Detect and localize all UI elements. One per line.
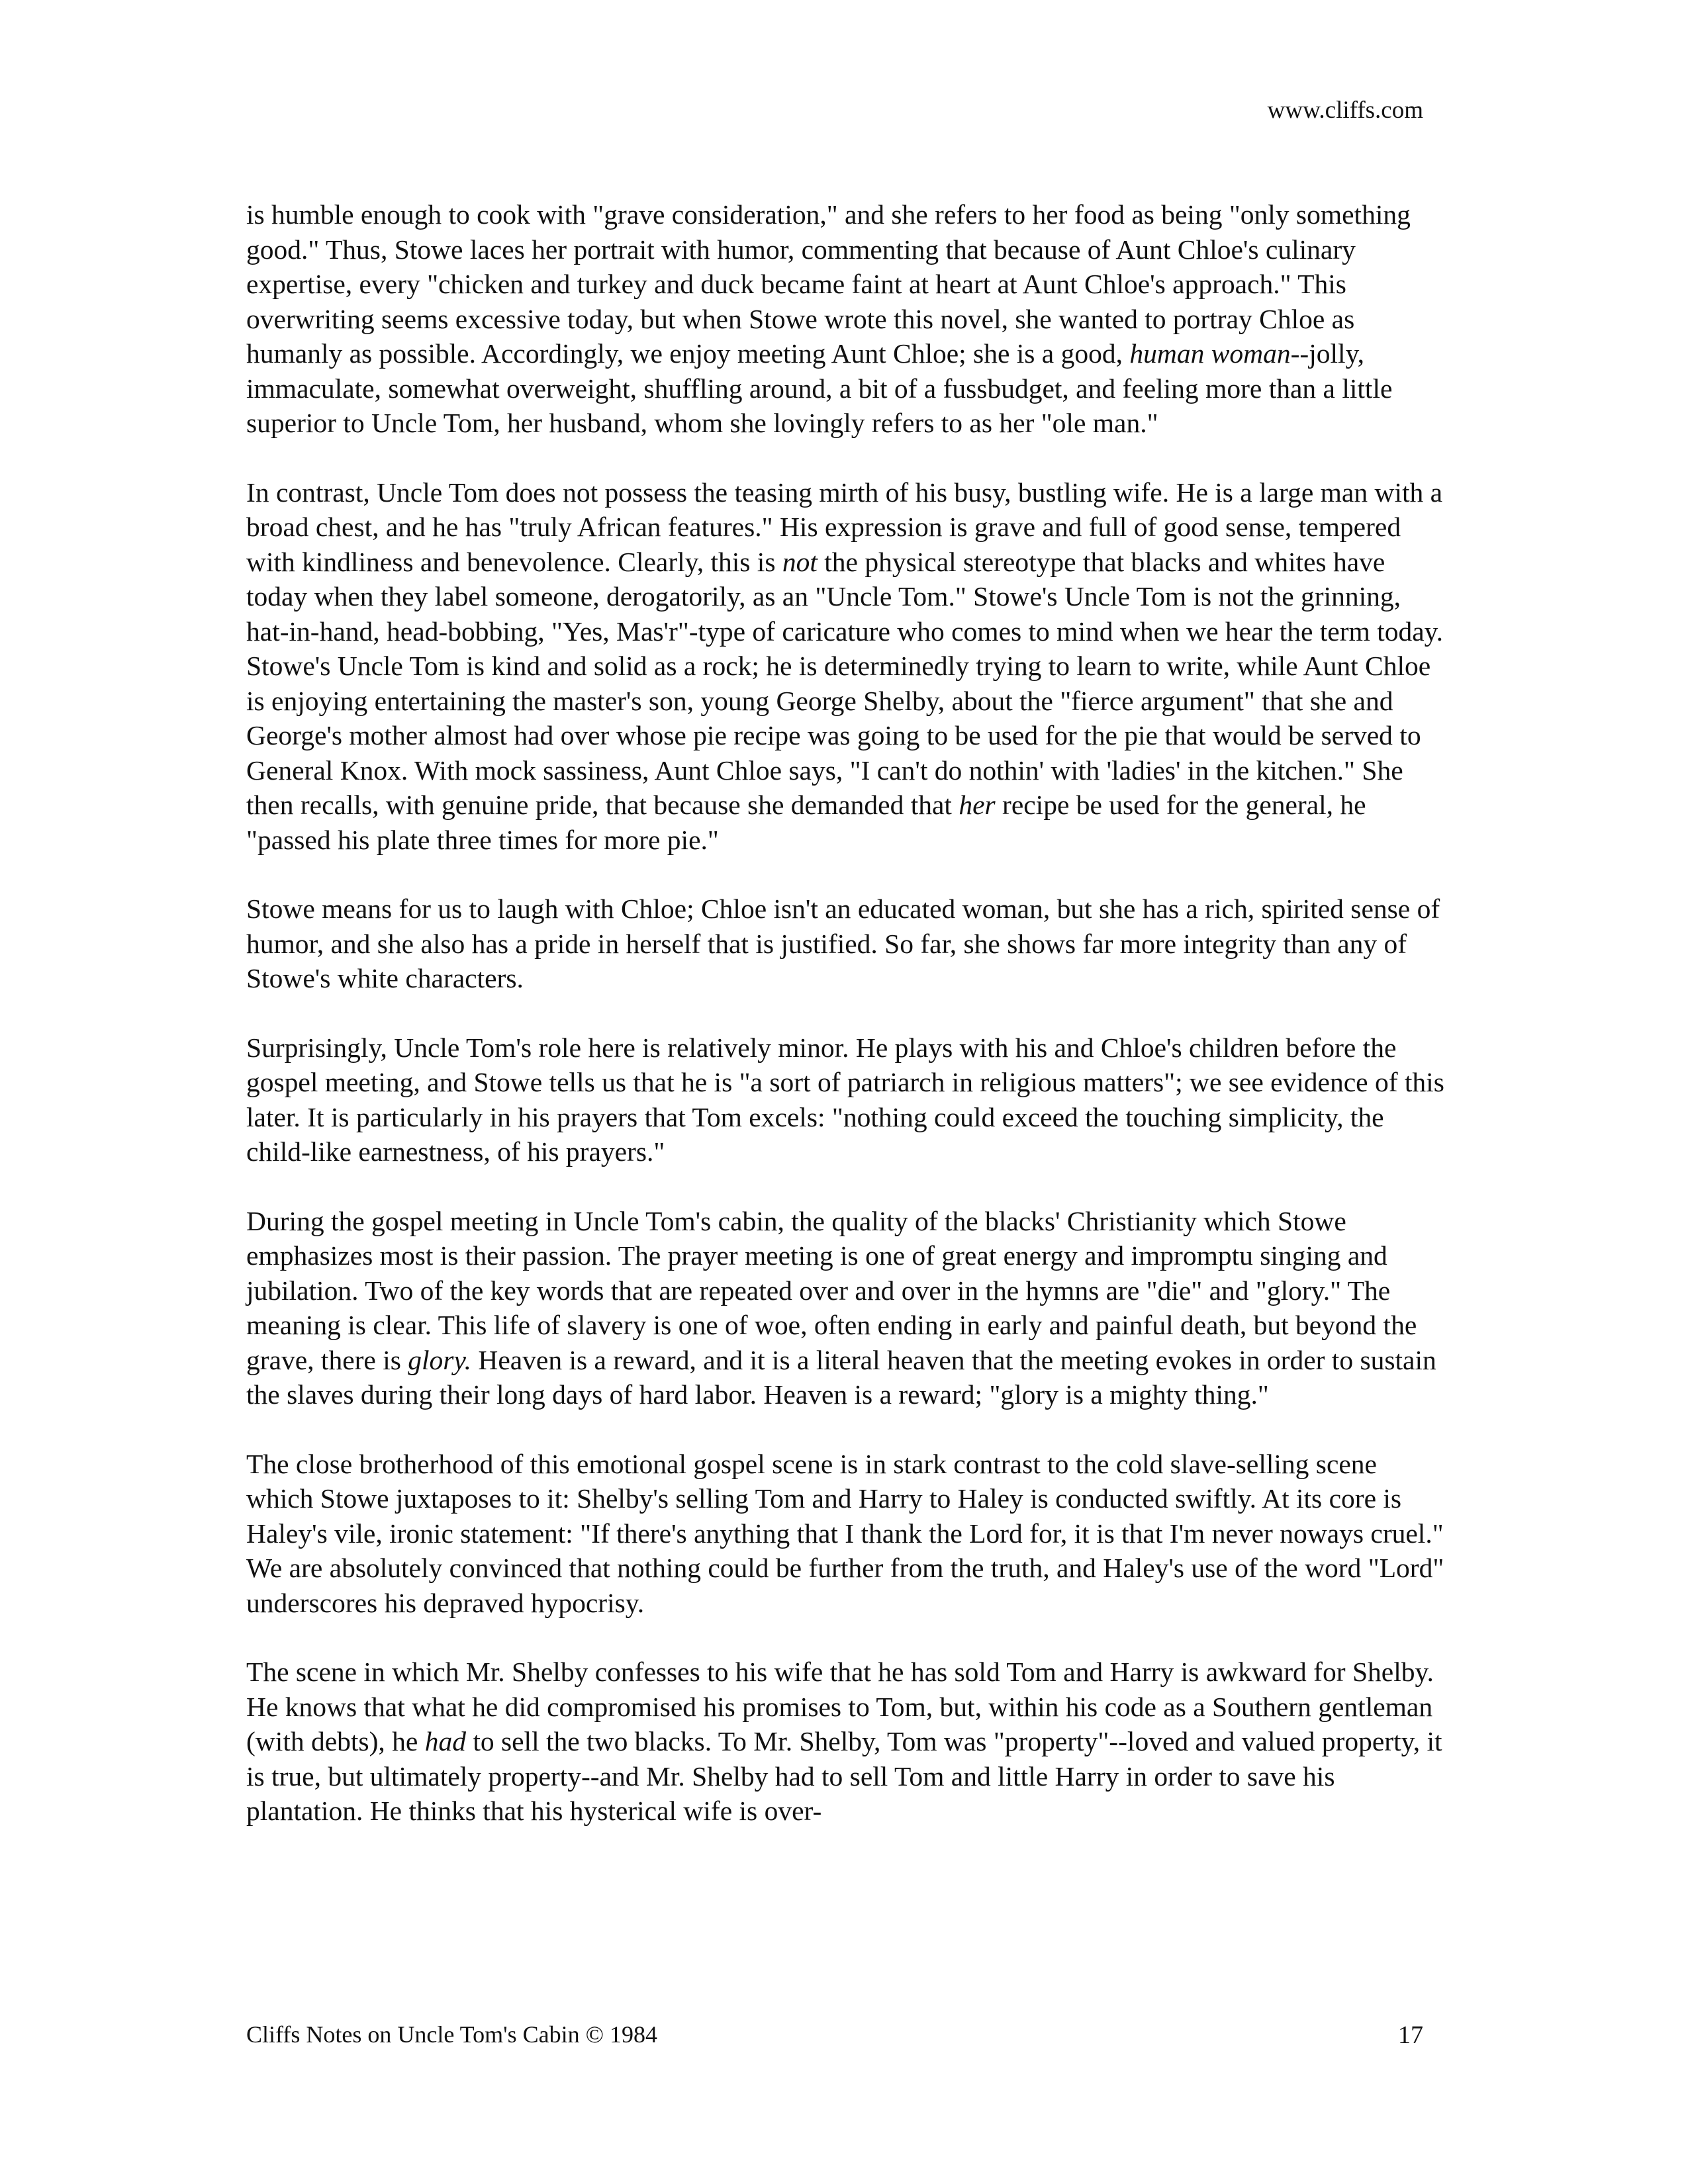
text-segment: is humble enough to cook with "grave consideration," and she refers to her food as being "only something good." Thus, Stowe laces her portrait with humor, commenting that because of Aunt Chloe's culinary expertise, every "chicken and turkey and duck became faint at heart at Aunt Chloe's approach." This overwriting seems excessive today, but when Stowe wrote this novel, she wanted to portray Chloe as humanly as possible. Accordingly, we enjoy meeting Aunt Chloe; she is a good, [246, 199, 1411, 369]
footer-source: Cliffs Notes on Uncle Tom's Cabin © 1984 [246, 2021, 657, 2048]
paragraph [246, 475, 1444, 858]
text-segment: --jolly, immaculate, somewhat overweight, shuffling around, a bit of a fussbudget, and feeling more than a little superior to Uncle Tom, her husband, whom she lovingly refers to as her "ole man." [246, 338, 1393, 438]
text-segment: Heaven is a reward, and it is a literal heaven that the meeting evokes in order to sustain the slaves during their long days of hard labor. Heaven is a reward; "glory is a mighty thing." [246, 1344, 1436, 1410]
body-text [246, 197, 1444, 1829]
italic-text: human woman [1129, 338, 1291, 369]
text-segment: Stowe means for us to laugh with Chloe; Chloe isn't an educated woman, but she has a rich, spirited sense of humor, and she also has a pride in herself that is justified. So far, she shows far more integrity than any of Stowe's white characters. [246, 893, 1440, 993]
italic-text: not [782, 546, 818, 577]
italic-text: glory. [408, 1344, 471, 1375]
text-segment: In contrast, Uncle Tom does not possess the teasing mirth of his busy, bustling wife. He is a large man with a broad chest, and he has "truly African features." His expression is grave and full of good sense, tempered with kindliness and benevolence. Clearly, this is [246, 477, 1443, 577]
paragraph [246, 1447, 1444, 1621]
text-segment: During the gospel meeting in Uncle Tom's cabin, the quality of the blacks' Christianity which Stowe emphasizes most is their passion. The prayer meeting is one of great energy and impromptu singing and jubilation. Two of the key words that are repeated over and over in the hymns are "die" and "glory." The meaning is clear. This life of slavery is one of woe, often ending in early and painful death, but beyond the grave, there is [246, 1205, 1417, 1375]
text-segment: the physical stereotype that blacks and whites have today when they label someone, derogatorily, as an "Uncle Tom." Stowe's Uncle Tom is not the grinning, hat-in-hand, head-bobbing, "Yes, Mas'r"-type of caricature who comes to mind when we hear the term today. Stowe's Uncle Tom is kind and solid as a rock; he is determinedly trying to learn to write, while Aunt Chloe is enjoying entertaining the master's son, young George Shelby, about the "fierce argument" that she and George's mother almost had over whose pie recipe was going to be used for the pie that would be served to General Knox. With mock sassiness, Aunt Chloe says, "I can't do nothin' with 'ladies' in the kitchen." She then recalls, with genuine pride, that because she demanded that [246, 546, 1444, 820]
paragraph [246, 1655, 1444, 1829]
text-segment: recipe be used for the general, he "passed his plate three times for more pie." [246, 790, 1366, 855]
italic-text: her [959, 790, 996, 820]
text-segment: The close brotherhood of this emotional gospel scene is in stark contrast to the cold slave-selling scene which Stowe juxtaposes to it: Shelby's selling Tom and Harry to Haley is conducted swiftly. At its core is Haley's vile, ironic statement: "If there's anything that I thank the Lord for, it is that I'm never noways cruel." We are absolutely convinced that nothing could be further from the truth, and Haley's use of the word "Lord" underscores his depraved hypocrisy. [246, 1448, 1444, 1618]
text-segment: Surprisingly, Uncle Tom's role here is relatively minor. He plays with his and Chloe's children before the gospel meeting, and Stowe tells us that he is "a sort of patriarch in religious matters"; we see evidence of this later. It is particularly in his prayers that Tom excels: "nothing could exceed the touching simplicity, the child-like earnestness, of his prayers." [246, 1032, 1444, 1167]
text-segment: The scene in which Mr. Shelby confesses to his wife that he has sold Tom and Harry is awkward for Shelby. He knows that what he did compromised his promises to Tom, but, within his code as a Southern gentleman (with debts), he [246, 1657, 1434, 1756]
header-url: www.cliffs.com [1267, 97, 1423, 124]
paragraph [246, 1030, 1444, 1169]
paragraph [246, 1204, 1444, 1412]
italic-text: had [424, 1726, 466, 1756]
paragraph [246, 197, 1444, 441]
paragraph [246, 891, 1444, 996]
page-number: 17 [1398, 2021, 1423, 2049]
text-segment: to sell the two blacks. To Mr. Shelby, Tom was "property"--loved and valued property, it is true, but ultimately property--and Mr. Shelby had to sell Tom and little Harry in order to save his plantation. He thinks that his hysterical wife is over- [246, 1726, 1442, 1826]
